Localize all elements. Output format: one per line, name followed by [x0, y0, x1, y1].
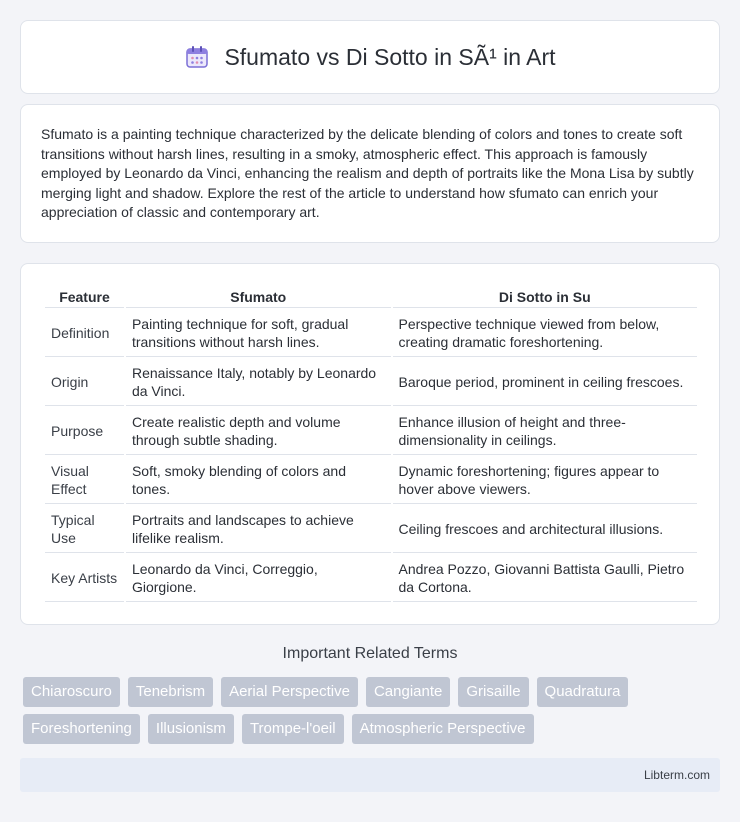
tag-cangiante[interactable]: Cangiante	[366, 677, 450, 707]
calendar-icon	[184, 44, 210, 70]
sfumato-cell: Create realistic depth and volume through subtle shading.	[126, 408, 391, 455]
feature-cell: Key Artists	[45, 555, 124, 602]
table-row	[45, 310, 697, 357]
intro-paragraph: Sfumato is a painting technique characterized by the delicate blending of colors and tones to create soft transitions without harsh lines, resulting in a smoky, atmospheric effect. This approach is famously employed by Leonardo da Vinci, enhancing the realism and depth of portraits like the Mona Lisa by subtly merging light and shadow. Explore the rest of the article to understand how sfumato can enrich your appreciation of classic and contemporary art.	[41, 126, 694, 221]
feature-cell: Purpose	[45, 408, 124, 455]
table-row	[45, 408, 697, 455]
intro-card	[20, 104, 720, 243]
related-terms-tags	[23, 677, 723, 744]
tag-foreshortening[interactable]: Foreshortening	[23, 714, 140, 744]
feature-cell: Visual Effect	[45, 457, 124, 504]
di-sotto-cell: Enhance illusion of height and three-dimensionality in ceilings.	[393, 408, 697, 455]
tag-atmospheric-perspective[interactable]: Atmospheric Perspective	[352, 714, 534, 744]
tag-illusionism[interactable]: Illusionism	[148, 714, 234, 744]
tag-aerial-perspective[interactable]: Aerial Perspective	[221, 677, 358, 707]
title-card	[20, 20, 720, 94]
sfumato-cell: Portraits and landscapes to achieve lifelike realism.	[126, 506, 391, 553]
feature-cell: Origin	[45, 359, 124, 406]
feature-cell: Typical Use	[45, 506, 124, 553]
footer-site-link[interactable]: Libterm.com	[643, 768, 710, 782]
title-wrap	[184, 44, 555, 71]
di-sotto-cell: Dynamic foreshortening; figures appear to hover above viewers.	[393, 457, 697, 504]
column-header-di-sotto-in-su: Di Sotto in Su	[393, 286, 697, 308]
comparison-table-card	[20, 263, 720, 625]
feature-cell: Definition	[45, 310, 124, 357]
related-terms-heading: Important Related Terms	[282, 645, 458, 662]
tag-chiaroscuro[interactable]: Chiaroscuro	[23, 677, 120, 707]
sfumato-cell: Leonardo da Vinci, Correggio, Giorgione.	[126, 555, 391, 602]
sfumato-cell: Soft, smoky blending of colors and tones.	[126, 457, 391, 504]
table-row	[45, 555, 697, 602]
table-header-row	[45, 286, 697, 308]
footer	[20, 758, 720, 792]
table-row	[45, 359, 697, 406]
tag-trompe-loeil[interactable]: Trompe-l'oeil	[242, 714, 344, 744]
column-header-feature: Feature	[45, 286, 124, 308]
di-sotto-cell: Ceiling frescoes and architectural illusions.	[393, 506, 697, 553]
di-sotto-cell: Baroque period, prominent in ceiling frescoes.	[393, 359, 697, 406]
sfumato-cell: Renaissance Italy, notably by Leonardo da Vinci.	[126, 359, 391, 406]
sfumato-cell: Painting technique for soft, gradual transitions without harsh lines.	[126, 310, 391, 357]
comparison-table	[43, 284, 699, 604]
table-row	[45, 506, 697, 553]
tag-tenebrism[interactable]: Tenebrism	[128, 677, 213, 707]
page-title: Sfumato vs Di Sotto in SÃ¹ in Art	[224, 43, 556, 70]
table-row	[45, 457, 697, 504]
tag-quadratura[interactable]: Quadratura	[537, 677, 629, 707]
column-header-sfumato: Sfumato	[126, 286, 391, 308]
di-sotto-cell: Perspective technique viewed from below, creating dramatic foreshortening.	[393, 310, 697, 357]
di-sotto-cell: Andrea Pozzo, Giovanni Battista Gaulli, Pietro da Cortona.	[393, 555, 697, 602]
tag-grisaille[interactable]: Grisaille	[458, 677, 528, 707]
